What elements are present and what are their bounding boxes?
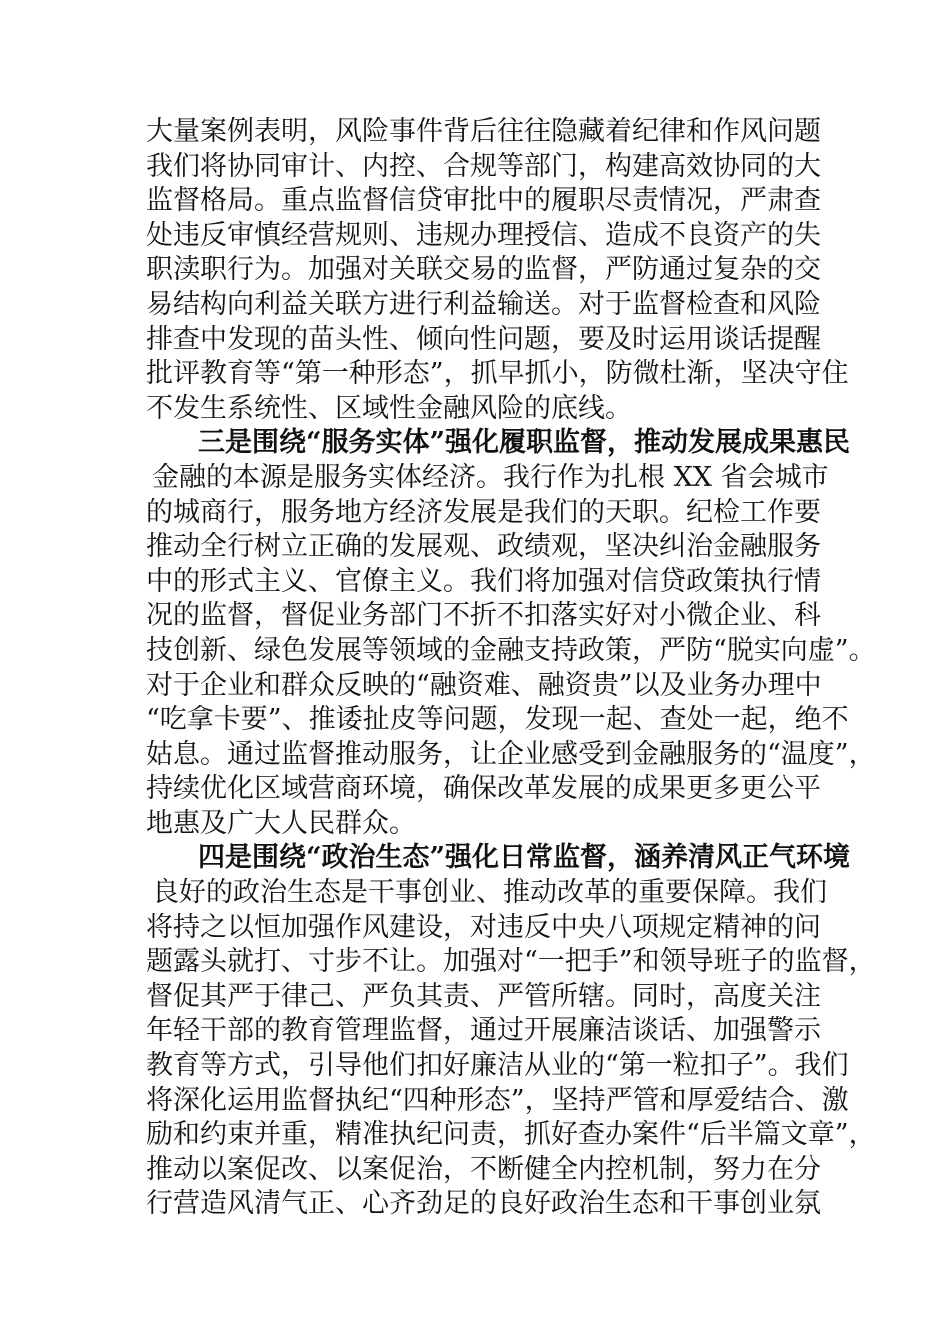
paragraph-line: 将深化运用监督执纪“四种形态”，坚持严管和厚爱结合、激: [146, 1084, 849, 1116]
paragraph-line: 行营造风清气正、心齐劲足的良好政治生态和干事创业氛: [146, 1188, 821, 1220]
paragraph-line: 金融的本源是服务实体经济。我行作为扎根 XX 省会城市: [152, 461, 829, 493]
paragraph-line: 对于企业和群众反映的“融资难、融资贵”以及业务办理中: [146, 669, 822, 701]
paragraph-line: 年轻干部的教育管理监督，通过开展廉洁谈话、加强警示: [146, 1015, 821, 1047]
paragraph-line: 排查中发现的苗头性、倾向性问题，要及时运用谈话提醒: [146, 323, 821, 355]
document-body: [146, 115, 876, 1222]
paragraph-line: 的城商行，服务地方经济发展是我们的天职。纪检工作要: [146, 496, 821, 528]
paragraph-line: 不发生系统性、区域性金融风险的底线。: [146, 392, 632, 424]
section-heading-3: 三是围绕“服务实体”强化履职监督，推动发展成果惠民: [198, 427, 851, 459]
paragraph-line: 励和约束并重，精准执纪问责，抓好查办案件“后半篇文章”，: [146, 1119, 876, 1151]
paragraph-line: 督促其严于律己、严负其责、严管所辖。同时，高度关注: [146, 980, 821, 1012]
paragraph-line: 持续优化区域营商环境，确保改革发展的成果更多更公平: [146, 773, 821, 805]
paragraph-line: 良好的政治生态是干事创业、推动改革的重要保障。我们: [152, 877, 827, 909]
paragraph-line: 地惠及广大人民群众。: [146, 807, 416, 839]
paragraph-line: 推动全行树立正确的发展观、政绩观，坚决纠治金融服务: [146, 531, 821, 563]
paragraph-line: 况的监督，督促业务部门不折不扣落实好对小微企业、科: [146, 600, 821, 632]
paragraph-line: 中的形式主义、官僚主义。我们将加强对信贷政策执行情: [146, 565, 821, 597]
paragraph-line: 职渎职行为。加强对关联交易的监督，严防通过复杂的交: [146, 254, 821, 286]
paragraph-line: 我们将协同审计、内控、合规等部门，构建高效协同的大: [146, 150, 821, 182]
paragraph-line: 技创新、绿色发展等领域的金融支持政策，严防“脱实向虚”。: [146, 634, 876, 666]
section-heading-4: 四是围绕“政治生态”强化日常监督，涵养清风正气环境: [198, 842, 851, 874]
paragraph-line: 教育等方式，引导他们扣好廉洁从业的“第一粒扣子”。我们: [146, 1050, 849, 1082]
paragraph-line: 易结构向利益关联方进行利益输送。对于监督检查和风险: [146, 288, 821, 320]
paragraph-line: “吃拿卡要”、推诿扯皮等问题，发现一起、查处一起，绝不: [146, 704, 849, 736]
paragraph-line: 将持之以恒加强作风建设，对违反中央八项规定精神的问: [146, 911, 821, 943]
paragraph-line: 题露头就打、寸步不让。加强对“一把手”和领导班子的监督，: [146, 946, 876, 978]
paragraph-line: 监督格局。重点监督信贷审批中的履职尽责情况，严肃查: [146, 185, 821, 217]
paragraph-line: 处违反审慎经营规则、违规办理授信、造成不良资产的失: [146, 219, 821, 251]
paragraph-line: 推动以案促改、以案促治，不断健全内控机制，努力在分: [146, 1153, 821, 1185]
paragraph-line: 姑息。通过监督推动服务，让企业感受到金融服务的“温度”，: [146, 738, 876, 770]
paragraph-line: 大量案例表明，风险事件背后往往隐藏着纪律和作风问题: [146, 116, 821, 147]
paragraph-line: 批评教育等“第一种形态”，抓早抓小，防微杜渐，坚决守住: [146, 358, 849, 390]
